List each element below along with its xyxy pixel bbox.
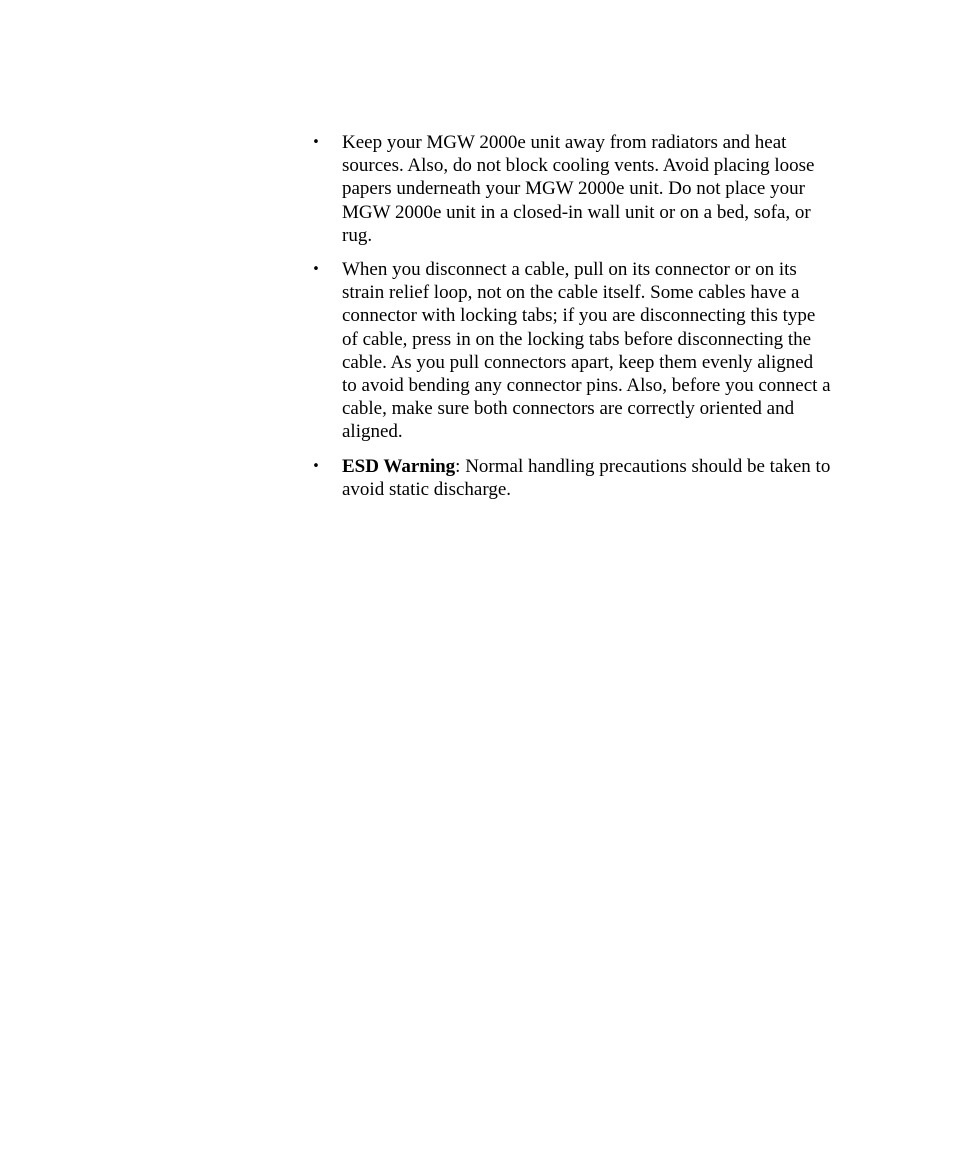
bullet-icon: • — [312, 135, 320, 150]
bullet-icon: • — [312, 458, 320, 474]
list-item-cable-disconnect — [306, 258, 836, 444]
safety-precautions-list — [306, 131, 836, 512]
bullet-icon: • — [312, 262, 320, 278]
list-item-text — [342, 455, 832, 501]
list-item-text: When you disconnect a cable, pull on its connector or on its strain relief loop, not on the cable itself. Some cables have a connector with locking tabs; if you are disconnecting this type of cable, press in on the locking tabs before disconnecting the cable. As you pull connectors apart, keep them evenly aligned to avoid bending any connector pins. Also, before you connect a cable, make sure both connectors are correctly oriented and aligned. — [342, 259, 831, 443]
list-item-text: Keep your MGW 2000e unit away from radiators and heat sources. Also, do not block cooling vents. Avoid placing loose papers underneath your MGW 2000e unit. Do not place your MGW 2000e unit in a closed-in wall unit or on a bed, sofa, or rug. — [342, 132, 815, 246]
esd-warning-text: : Normal handling precautions should be taken to avoid static discharge. — [342, 455, 831, 500]
list-item-esd-warning — [306, 455, 836, 501]
esd-warning-term: ESD Warning — [342, 455, 456, 477]
list-item-heat-sources — [306, 131, 836, 247]
